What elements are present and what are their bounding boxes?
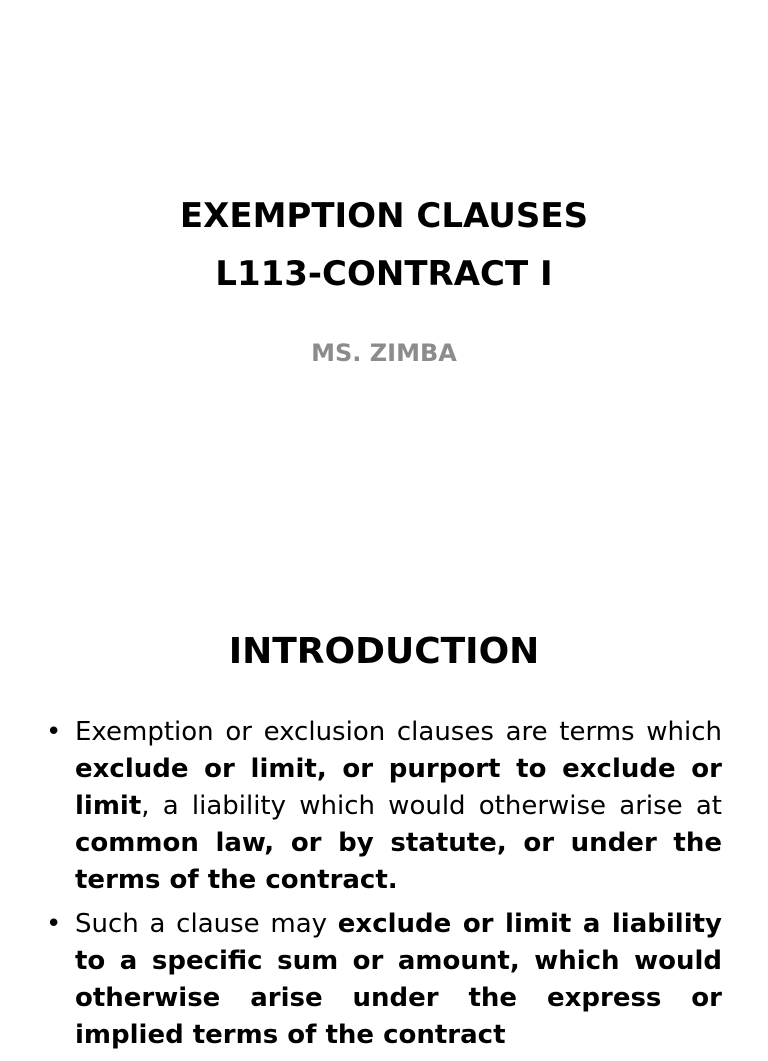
bullet-dot-icon: • <box>46 717 62 747</box>
introduction-heading: INTRODUCTION <box>228 631 540 672</box>
introduction-slide <box>0 576 768 1050</box>
bullet-bold-segment: exclude or limit a liability to a specific sum or amount, which would otherwise arise under the express or implied terms of the contract <box>75 909 722 1050</box>
slide-subtitle-author: MS. ZIMBA <box>311 339 457 367</box>
bullet-bold-segment: exclude or limit, or purport to exclude or limit <box>75 754 722 821</box>
bullet-item-limit <box>46 906 722 1054</box>
bullet-dot-icon: • <box>46 909 62 939</box>
bullet-list <box>46 714 722 1061</box>
bullet-item-definition <box>46 714 722 899</box>
bullet-text-segment: Exemption or exclusion clauses are terms which <box>75 717 722 747</box>
bullet-text-segment: Such a clause may <box>75 909 338 939</box>
slide-title-line-1: EXEMPTION CLAUSES <box>179 196 589 236</box>
slide-title-line-2: L113-CONTRACT I <box>215 254 553 294</box>
bullet-text-segment: , a liability which would otherwise arise at <box>141 791 722 821</box>
bullet-bold-segment: common law, or by statute, or under the terms of the contract. <box>75 828 722 895</box>
